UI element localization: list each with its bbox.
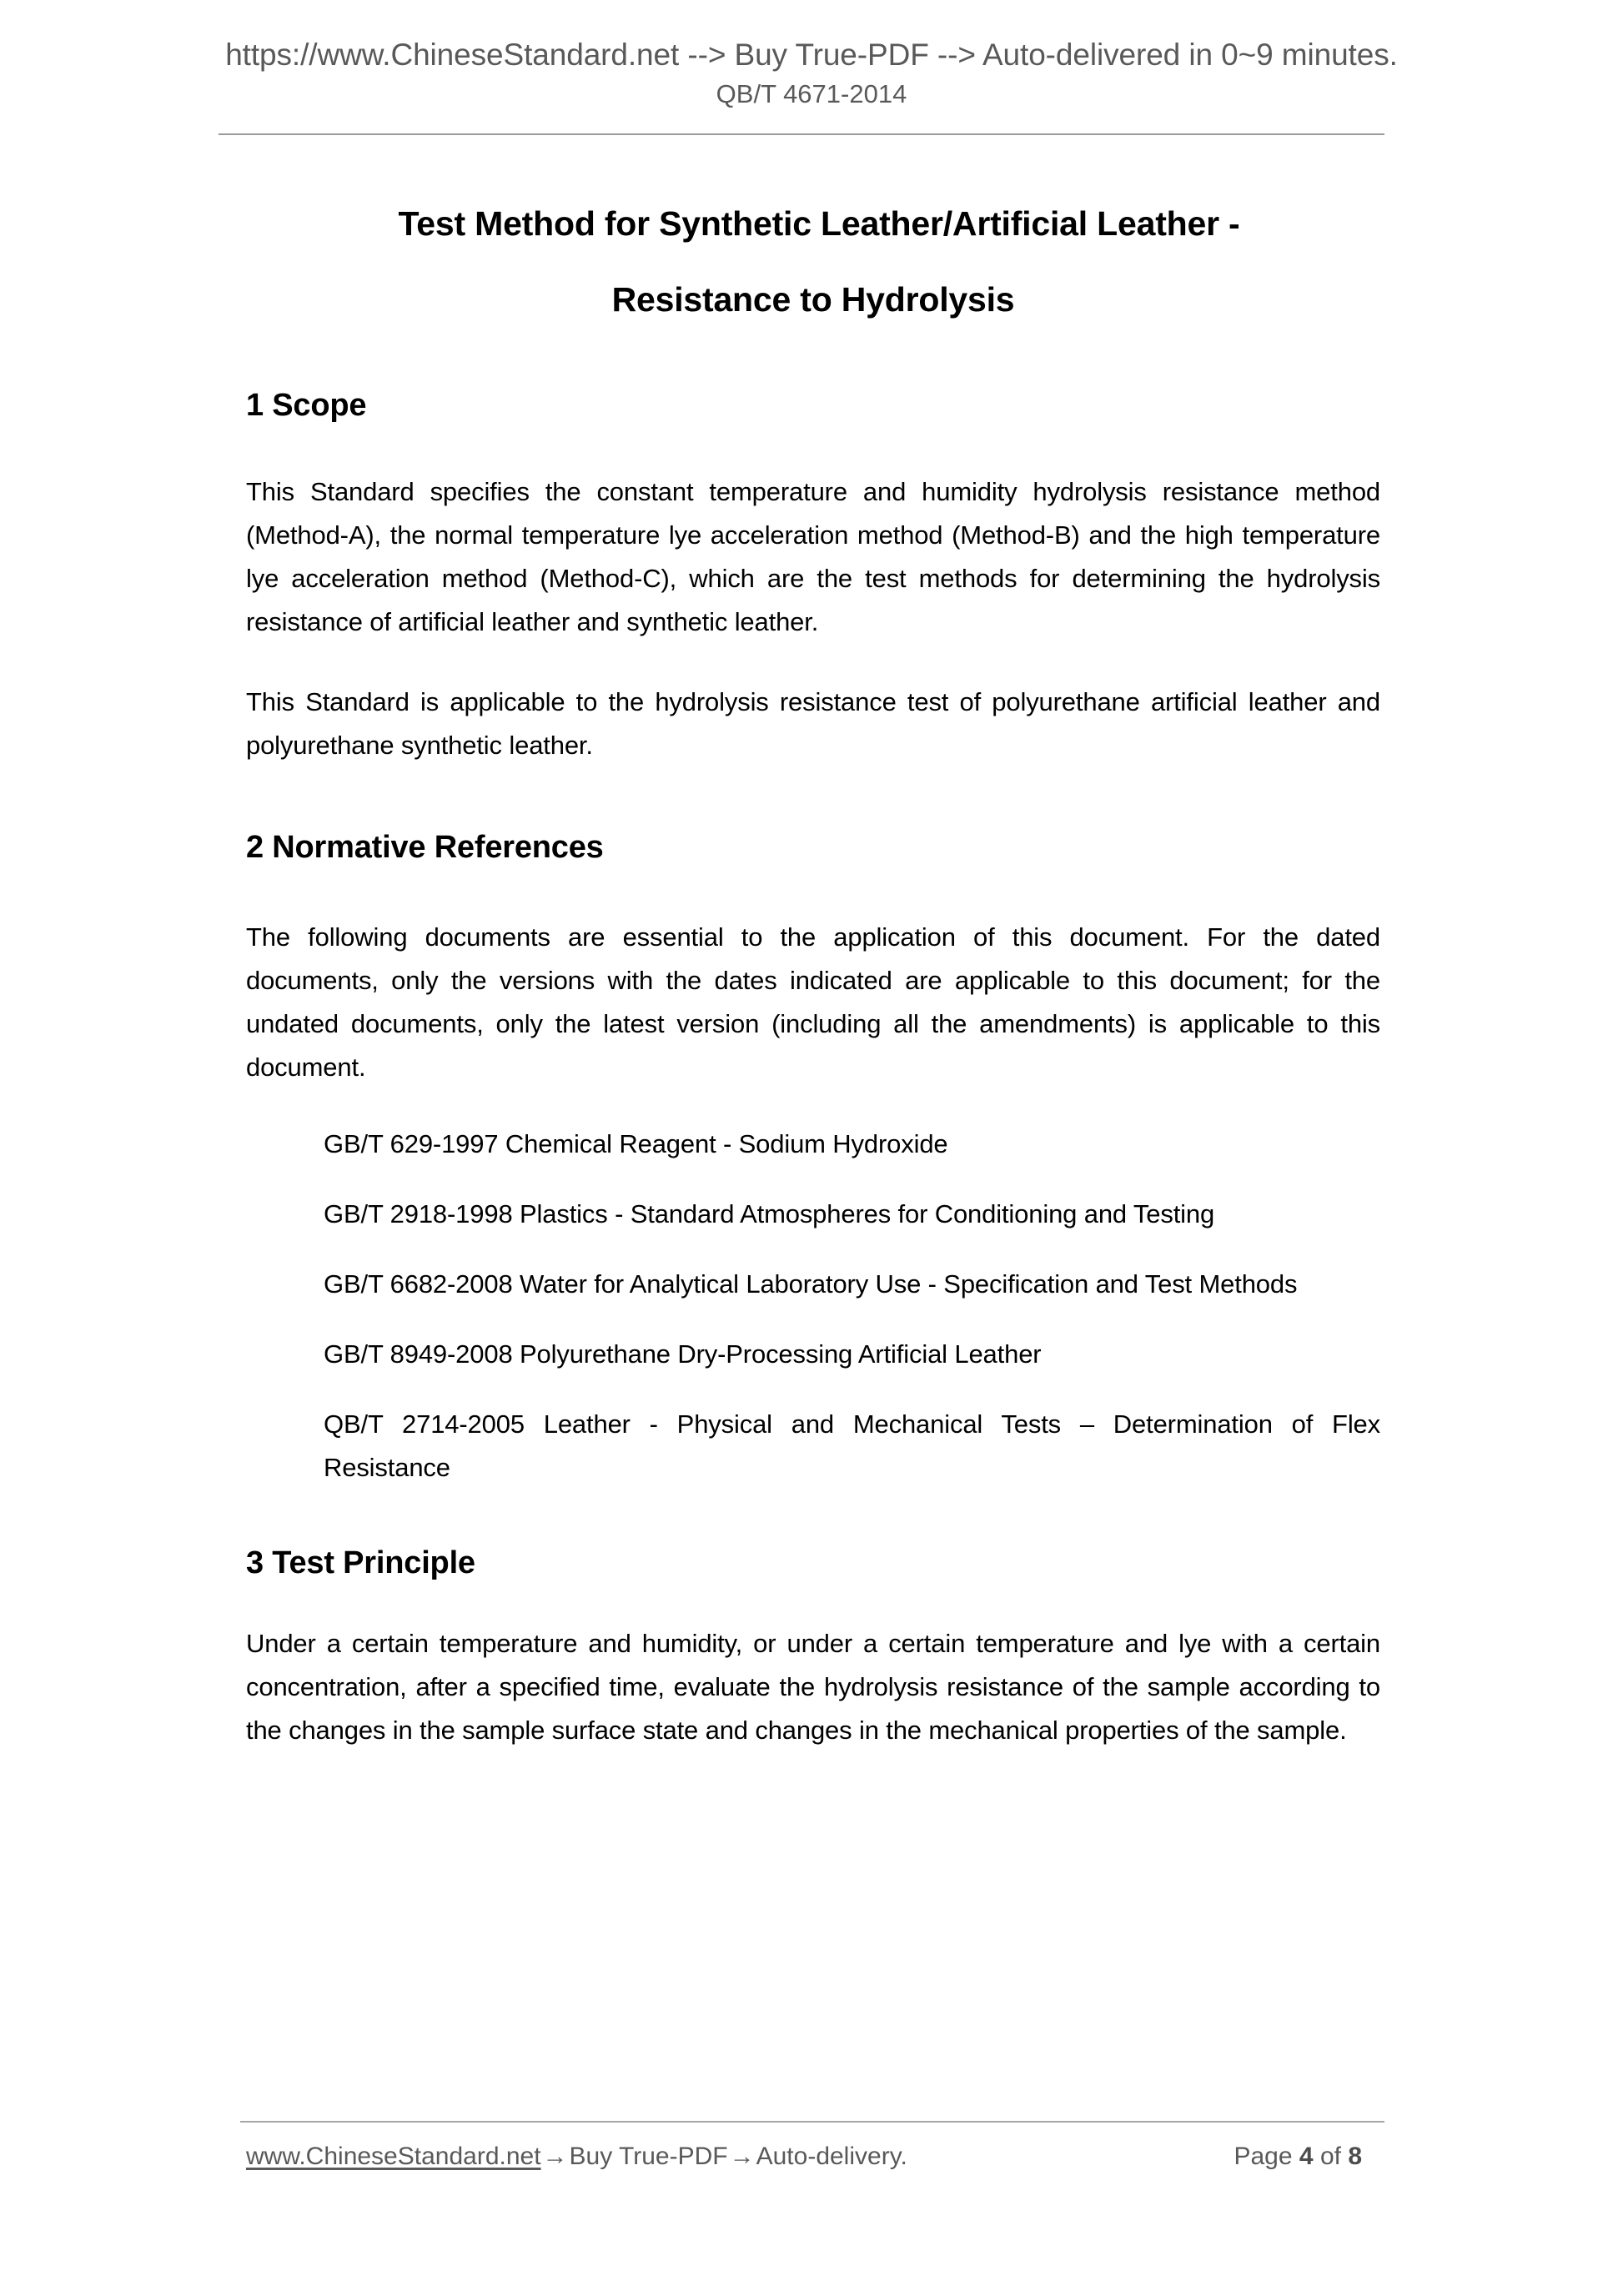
footer-delivery-text: Auto-delivery. <box>756 2143 907 2170</box>
page-footer <box>246 2142 1380 2172</box>
normative-reference-item: GB/T 2918-1998 Plastics - Standard Atmospheres for Conditioning and Testing <box>324 1198 1215 1228</box>
section-heading-scope: 1 Scope <box>246 388 367 423</box>
document-content <box>246 204 1380 1752</box>
footer-buy-text: Buy True-PDF <box>569 2143 728 2170</box>
header-promo-text: https://www.ChineseStandard.net --> Buy True-PDF --> Auto-delivered in 0~9 minutes. <box>225 38 1398 72</box>
scope-paragraph-1: This Standard specifies the constant temperature and humidity hydrolysis resistance method (Method-A), the normal temperature lye acceleration method (Method-B) and the high temperature lye acceleration method (Method-C), which are the test methods for determining the hydrolysis resistance of artificial leather and synthetic leather. <box>246 476 1380 636</box>
normative-reference-item: GB/T 6682-2008 Water for Analytical Laboratory Use - Specification and Test Methods <box>324 1269 1298 1299</box>
section-heading-normative-references: 2 Normative References <box>246 829 604 865</box>
of-label: of <box>1319 2143 1341 2170</box>
header-standard-number: QB/T 4671-2014 <box>716 78 907 108</box>
arrow-right-icon-1: → <box>542 2143 568 2170</box>
normative-reference-item: GB/T 629-1997 Chemical Reagent - Sodium Hydroxide <box>324 1128 948 1158</box>
footer-website-link[interactable]: www.ChineseStandard.net <box>246 2143 541 2170</box>
document-title-line-1: Test Method for Synthetic Leather/Artificial Leather - <box>398 204 1240 243</box>
total-page-number: 8 <box>1348 2143 1362 2170</box>
normative-reference-item: GB/T 8949-2008 Polyurethane Dry-Processing Artificial Leather <box>324 1339 1042 1369</box>
page-header <box>0 0 1623 110</box>
header-divider-rule <box>219 133 1384 135</box>
page-number-indicator <box>1234 2142 1380 2172</box>
arrow-right-icon-2: → <box>729 2143 755 2170</box>
normative-reference-item: QB/T 2714-2005 Leather - Physical and Mechanical Tests – Determination of Flex Resistance <box>324 1409 1380 1482</box>
scope-paragraph-2: This Standard is applicable to the hydrolysis resistance test of polyurethane artificial leather and polyurethane synthetic leather. <box>246 686 1380 760</box>
document-title-line-2: Resistance to Hydrolysis <box>611 280 1015 319</box>
section-heading-test-principle: 3 Test Principle <box>246 1545 475 1580</box>
footer-promo <box>246 2142 907 2172</box>
normative-references-intro: The following documents are essential to the application of this document. For the dated documents, only the versions with the dates indicated are applicable to this document; for the undated documents, only the latest version (including all the amendments) is applicable to this document. <box>246 922 1380 1082</box>
footer-divider-rule <box>240 2121 1384 2123</box>
document-title <box>246 204 1380 319</box>
current-page-number: 4 <box>1299 2143 1314 2170</box>
test-principle-paragraph-1: Under a certain temperature and humidity, or under a certain temperature and lye with a certain concentration, after a specified time, evaluate the hydrolysis resistance of the sample according to the changes in the sample surface state and changes in the mechanical properties of the sample. <box>246 1629 1380 1746</box>
page-label: Page <box>1234 2143 1293 2170</box>
